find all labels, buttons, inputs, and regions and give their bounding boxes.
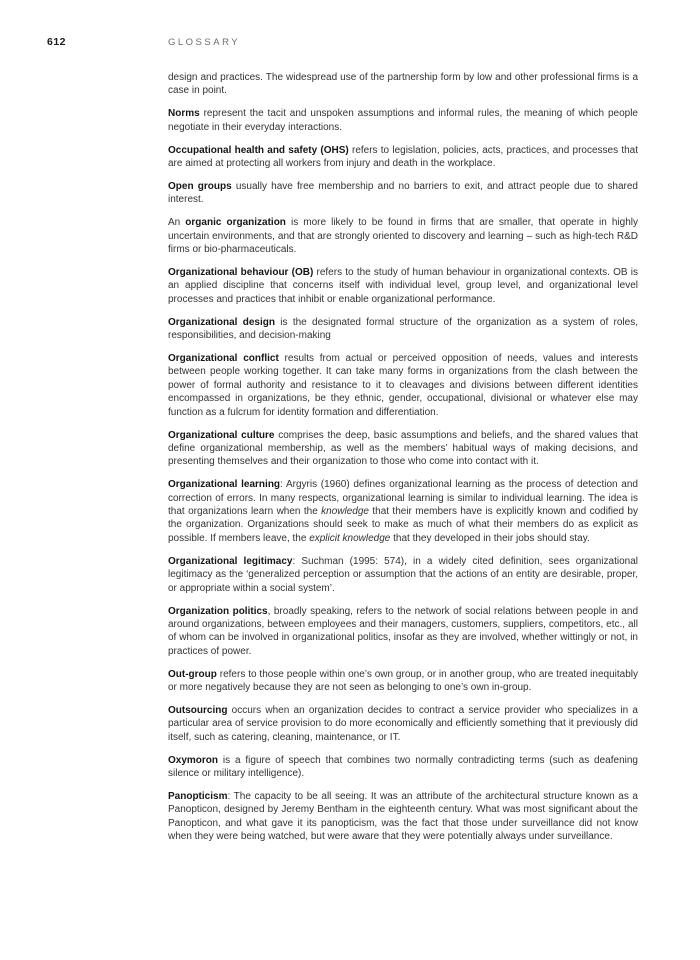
glossary-definition-text: usually have free membership and no barriers to exit, and attract people due to shared interest. — [168, 180, 638, 206]
glossary-entry — [168, 555, 638, 595]
glossary-term: Oxymoron — [168, 754, 219, 766]
glossary-definition-text: : Argyris (1960) defines organizational learning as the process of detection and correction of errors. In many respects, organizational learning is similar to individual learning. The idea is that organizations learn when the — [168, 479, 638, 518]
glossary-entry — [168, 429, 638, 469]
glossary-definition-text: results from actual or perceived opposition of needs, values and interests between people working together. It can take many forms in organizations from the clash between the power of formal authority and resistance to it to cleavages and divisions between different identities encompassed in organizations, be they ethnic, gender, occupational, divisional or whatever else may function as a fulcrum for identity formation and differentiation. — [168, 353, 638, 418]
page-number: 612 — [47, 36, 67, 48]
glossary-definition-text: refers to legislation, policies, acts, practices, and processes that are aimed at protecting all workers from injury and death in the workplace. — [168, 144, 638, 170]
glossary-definition-text: refers to those people within one’s own group, or in another group, who are treated inequitably or more negatively because they are not seen as belonging to one’s own in-group. — [168, 668, 638, 694]
glossary-entry — [168, 144, 638, 171]
glossary-term: Organizational culture — [168, 429, 275, 441]
glossary-term: Panopticism — [168, 790, 228, 802]
glossary-term: organic organization — [185, 217, 286, 229]
glossary-term: Organizational design — [168, 316, 275, 328]
glossary-entries — [168, 71, 638, 853]
glossary-entry — [168, 668, 638, 695]
glossary-entry — [168, 180, 638, 207]
glossary-definition-text: is the designated formal structure of the organization as a system of roles, responsibilities, and decision-making — [168, 316, 638, 342]
glossary-term: Open groups — [168, 180, 232, 192]
glossary-entry — [168, 266, 638, 306]
glossary-emphasis: explicit knowledge — [309, 532, 391, 544]
glossary-definition-text: that their members have is explicitly known and codified by the organization. Organizations should seek to make as much of what their members do as explicit as possible. If members leave, the — [168, 506, 638, 544]
glossary-term: Organizational conflict — [168, 353, 279, 364]
glossary-term: Out-group — [168, 668, 217, 680]
glossary-term: Organizational behaviour (OB) — [168, 266, 314, 278]
glossary-entry — [168, 216, 638, 256]
glossary-entry — [168, 352, 638, 419]
glossary-emphasis: knowledge — [321, 506, 369, 518]
running-head: GLOSSARY — [168, 37, 241, 48]
glossary-entry — [168, 704, 638, 744]
glossary-definition-text: : The capacity to be all seeing. It was an attribute of the architectural structure known as a Panopticon, designed by Jeremy Bentham in the eighteenth century. What was most significant about the Panopticon, and what gave it its panopticism, was the fact that those under surveillance did not know when they were being watched, but were aware that they were potentially always under surveillance. — [168, 790, 638, 843]
glossary-definition-text: : Suchman (1995: 574), in a widely cited definition, sees organizational legitimacy as the ‘generalized perception or assumption that the actions of an entity are desirable, proper, or appropriate within a social system’. — [168, 555, 638, 594]
glossary-definition-text: comprises the deep, basic assumptions and beliefs, and the shared values that define organizational membership, as well as the members’ habitual ways of making decisions, and presenting themselves and their organization to those who come into contact with it. — [168, 429, 638, 468]
glossary-term: Occupational health and safety (OHS) — [168, 144, 349, 156]
glossary-entry — [168, 478, 638, 545]
glossary-definition-text: represent the tacit and unspoken assumptions and informal rules, the meaning of which people negotiate in their everyday interactions. — [168, 108, 638, 133]
glossary-term: Organizational learning — [168, 479, 281, 491]
glossary-term: Outsourcing — [168, 704, 228, 716]
glossary-entry — [168, 71, 638, 98]
glossary-definition-text: that they developed in their jobs should stay. — [390, 532, 590, 544]
glossary-entry — [168, 605, 638, 659]
glossary-term: Organizational legitimacy — [168, 555, 293, 567]
glossary-definition-text: refers to the study of human behaviour in organizational contexts. OB is an applied discipline that concerns itself with individual level, group level, and organizational level processes and practices that inhibit or enable organizational performance. — [168, 266, 638, 305]
glossary-definition-text: occurs when an organization decides to contract a service provider who specializes in a particular area of service provision to do more economically and efficiently something that it previously did itself, such as catering, cleaning, maintenance, or IT. — [168, 704, 638, 743]
glossary-term: Organization politics — [168, 605, 268, 617]
glossary-entry — [168, 316, 638, 343]
glossary-definition-text: design and practices. The widespread use of the partnership form by low and other professional firms is a case in point. — [168, 72, 638, 97]
glossary-term: Norms — [168, 108, 200, 120]
glossary-definition-text: is a figure of speech that combines two normally contradicting terms (such as deafening silence or military intelligence). — [168, 754, 638, 780]
glossary-definition-text: is more likely to be found in firms that are smaller, that operate in highly uncertain environments, and that are strongly oriented to discovery and learning – such as high-tech R&D firms or bio-pharmaceuticals. — [168, 217, 639, 256]
glossary-definition-text: , broadly speaking, refers to the network of social relations between people in and around organizations, between employees and their managers, customers, suppliers, competitors, etc., all of whom can be involved in organizational politics, insofar as they are involved, whether wittingly or not, in practices of power. — [168, 605, 639, 657]
glossary-entry — [168, 754, 638, 781]
glossary-entry — [168, 790, 638, 844]
glossary-definition-text: An — [168, 217, 186, 229]
glossary-entry — [168, 107, 638, 134]
